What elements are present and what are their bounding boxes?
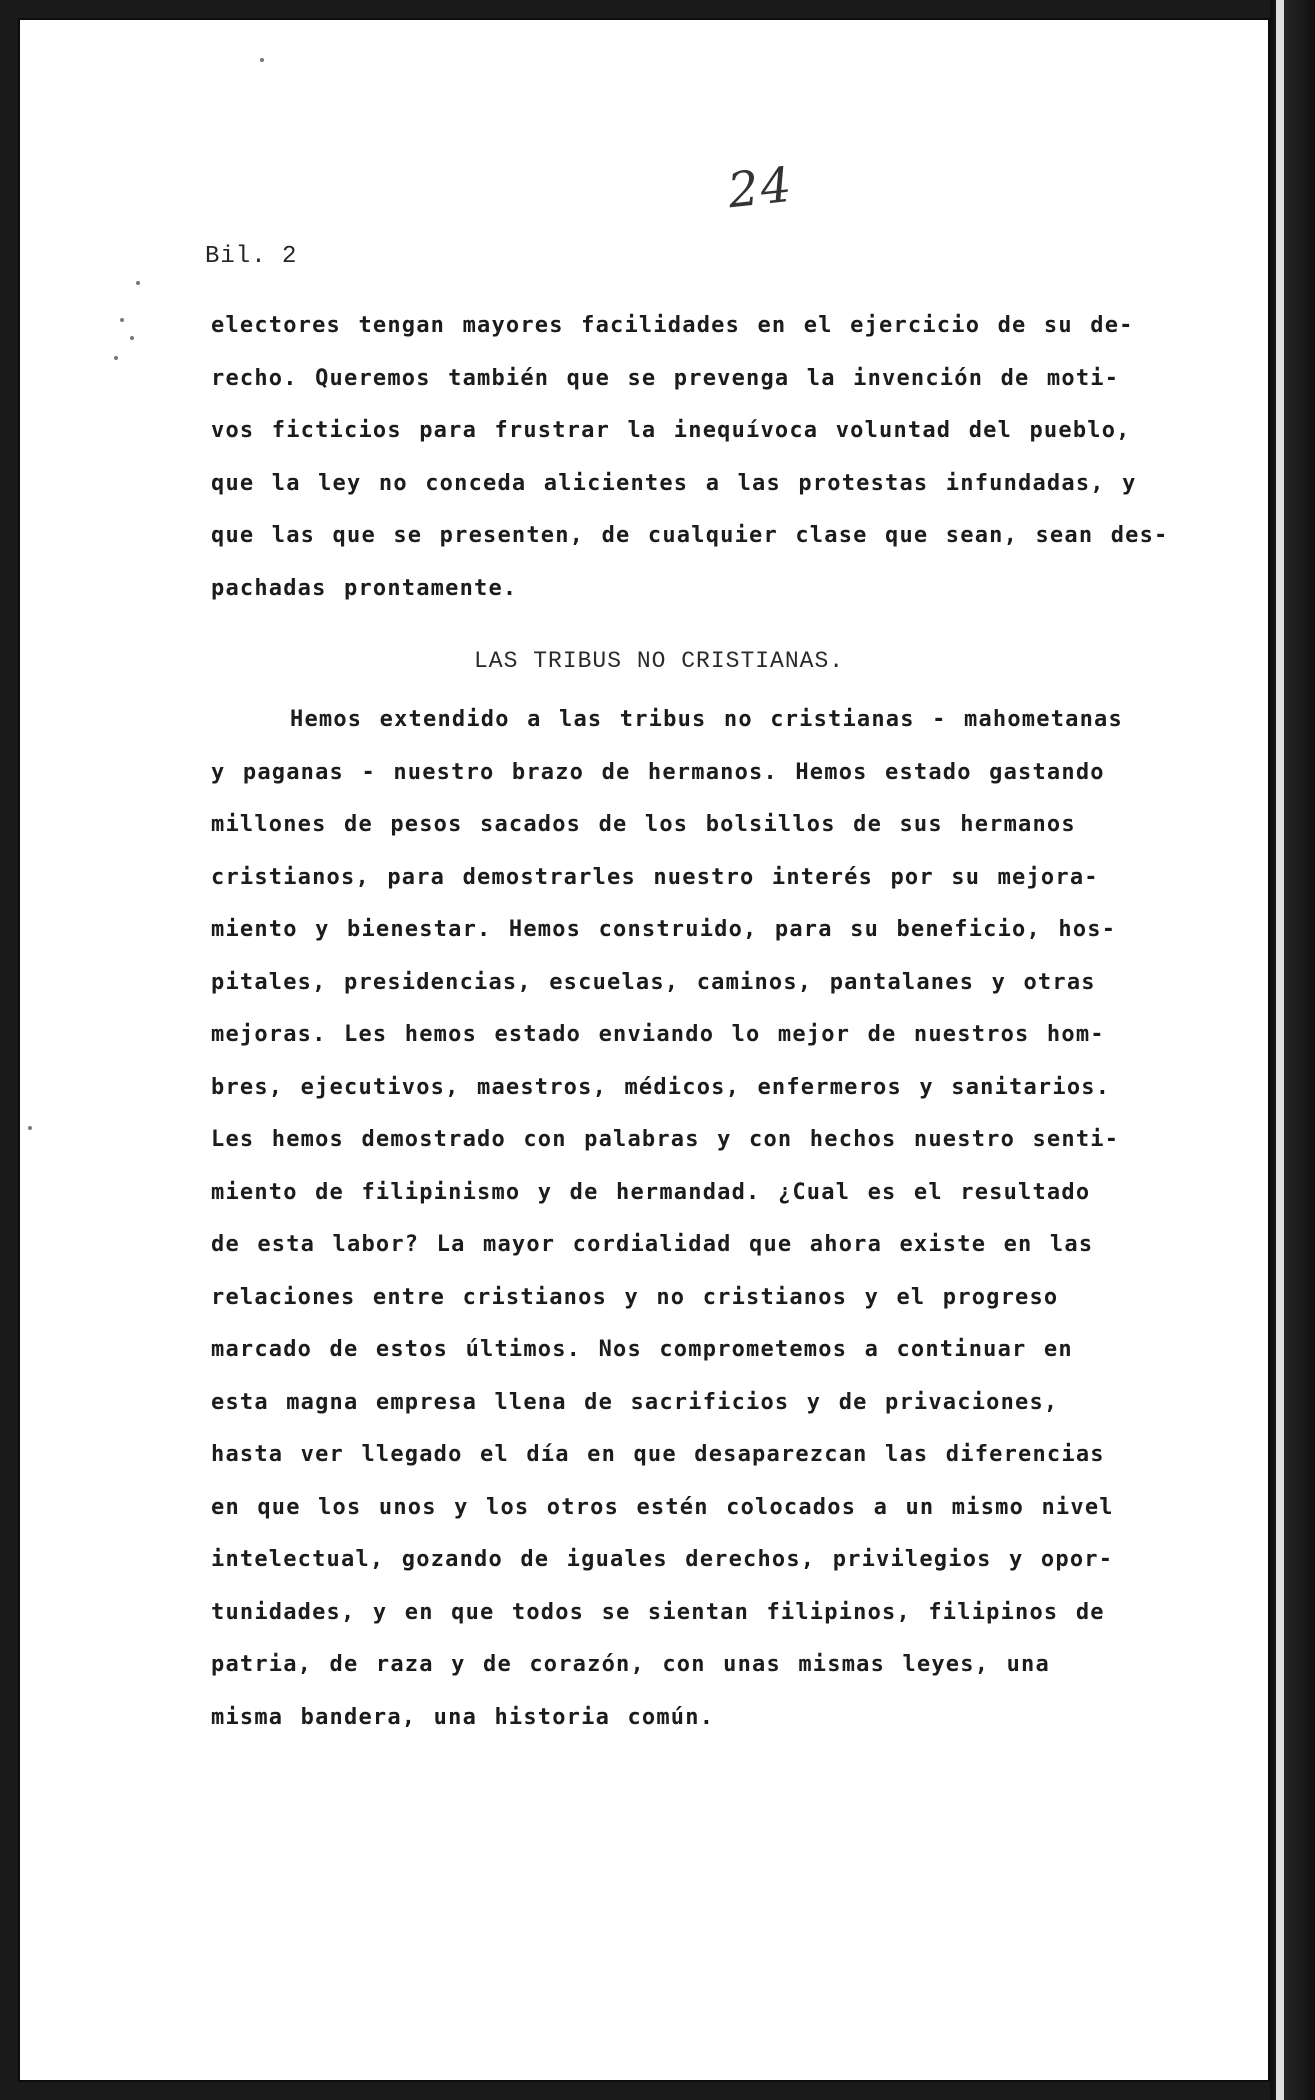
text-line: electores tengan mayores facilidades en el ejercicio de su de- bbox=[211, 313, 1134, 338]
text-line: tunidades, y en que todos se sientan filipinos, filipinos de bbox=[211, 1599, 1105, 1625]
text-line: intelectual, gozando de iguales derechos, privilegios y opor- bbox=[211, 1547, 1114, 1572]
text-line: patria, de raza y de corazón, con unas mismas leyes, una bbox=[211, 1652, 1050, 1677]
text-line: relaciones entre cristianos y no cristianos y el progreso bbox=[211, 1284, 1059, 1310]
scan-edge bbox=[1270, 0, 1315, 2100]
paper-speck bbox=[114, 356, 118, 360]
paragraph-tribes bbox=[211, 694, 1201, 1744]
text-line: misma bandera, una historia común. bbox=[211, 1704, 715, 1730]
section-title: LAS TRIBUS NO CRISTIANAS. bbox=[474, 648, 845, 674]
header-reference: Bil. 2 bbox=[205, 243, 298, 270]
paper-speck bbox=[28, 1126, 32, 1130]
text-line: miento y bienestar. Hemos construido, para su beneficio, hos- bbox=[211, 917, 1117, 942]
text-line: de esta labor? La mayor cordialidad que ahora existe en las bbox=[211, 1232, 1094, 1257]
paper-speck bbox=[130, 336, 134, 340]
text-line: miento de filipinismo y de hermandad. ¿Cual es el resultado bbox=[211, 1179, 1091, 1205]
text-line: marcado de estos últimos. Nos comprometemos a continuar en bbox=[211, 1337, 1073, 1362]
text-line: bres, ejecutivos, maestros, médicos, enfermeros y sanitarios. bbox=[211, 1074, 1111, 1100]
handwritten-page-number: 24 bbox=[725, 156, 796, 220]
text-line: hasta ver llegado el día en que desaparezcan las diferencias bbox=[211, 1442, 1105, 1467]
text-line: Les hemos demostrado con palabras y con hechos nuestro senti- bbox=[211, 1127, 1120, 1152]
text-line: en que los unos y los otros estén colocados a un mismo nivel bbox=[211, 1494, 1114, 1520]
text-line: mejoras. Les hemos estado enviando lo mejor de nuestros hom- bbox=[211, 1022, 1105, 1047]
text-line: vos ficticios para frustrar la inequívoca voluntad del pueblo, bbox=[211, 418, 1131, 443]
text-line: que la ley no conceda alicientes a las protestas infundadas, y bbox=[211, 470, 1137, 496]
text-line: que las que se presenten, de cualquier clase que sean, sean des- bbox=[211, 523, 1169, 548]
text-line: pachadas prontamente. bbox=[211, 575, 518, 601]
text-line: recho. Queremos también que se prevenga la invención de moti- bbox=[211, 365, 1120, 391]
paper-speck bbox=[260, 58, 264, 62]
paper-speck bbox=[120, 318, 124, 322]
text-line: millones de pesos sacados de los bolsillos de sus hermanos bbox=[211, 812, 1076, 837]
text-line: y paganas - nuestro brazo de hermanos. Hemos estado gastando bbox=[211, 759, 1105, 785]
paper-speck bbox=[136, 281, 140, 285]
text-line: cristianos, para demostrarles nuestro interés por su mejora- bbox=[211, 864, 1099, 890]
text-line: esta magna empresa llena de sacrificios y de privaciones, bbox=[211, 1389, 1059, 1415]
text-line: Hemos extendido a las tribus no cristianas - mahometanas bbox=[290, 707, 1123, 732]
paragraph-electoral bbox=[211, 300, 1201, 615]
text-line: pitales, presidencias, escuelas, caminos, pantalanes y otras bbox=[211, 969, 1096, 995]
